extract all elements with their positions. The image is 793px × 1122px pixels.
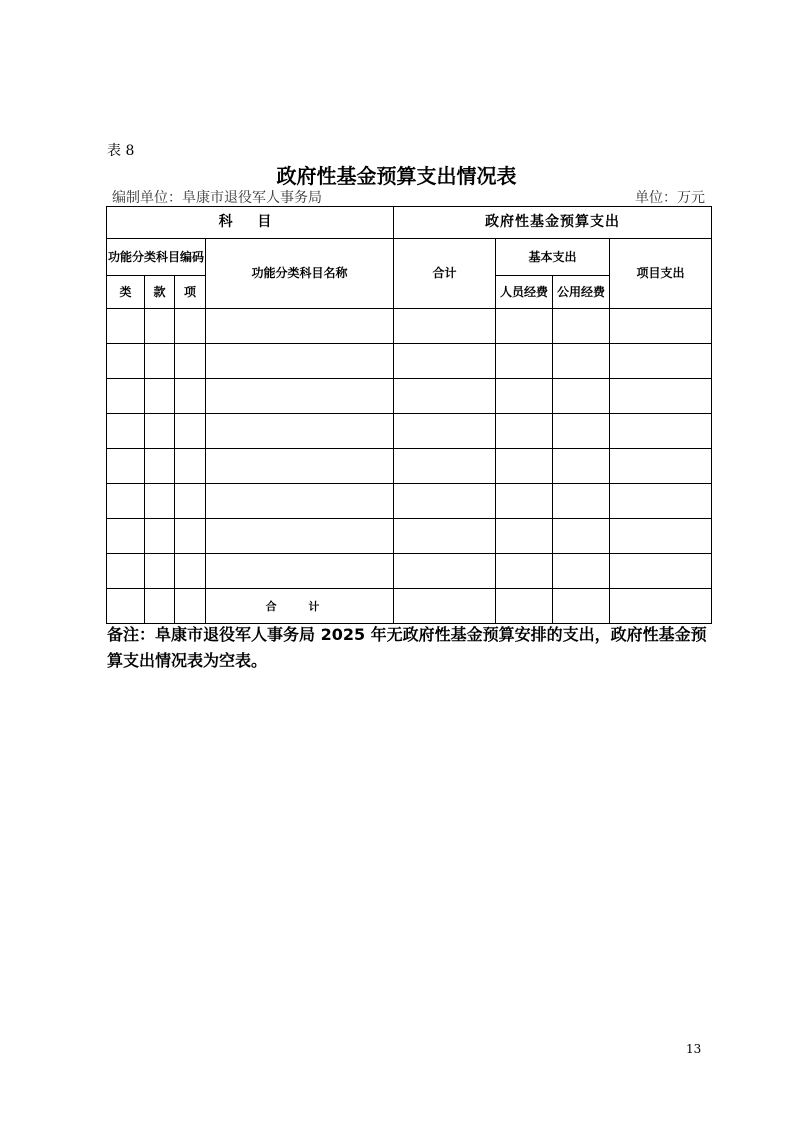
table-row	[107, 449, 712, 484]
header-fund-expenditure: 政府性基金预算支出	[394, 207, 712, 239]
table-row	[107, 414, 712, 449]
table-row	[107, 554, 712, 589]
table-row	[107, 519, 712, 554]
table-row	[107, 379, 712, 414]
header-lei: 类	[107, 276, 145, 309]
budget-table	[106, 206, 712, 624]
page-number: 13	[686, 1042, 702, 1056]
total-row-label: 合 计	[206, 589, 394, 624]
header-personnel: 人员经费	[496, 276, 553, 309]
header-function-name: 功能分类科目名称	[206, 239, 394, 309]
table-row	[107, 484, 712, 519]
table-label: 表 8	[107, 143, 135, 159]
page-title: 政府性基金预算支出情况表	[276, 164, 517, 188]
header-subject: 科 目	[107, 207, 394, 239]
table-row	[107, 309, 712, 344]
header-total: 合计	[394, 239, 496, 309]
header-function-code: 功能分类科目编码	[107, 239, 206, 276]
header-xiang: 项	[175, 276, 206, 309]
note: 备注：阜康市退役军人事务局 2025 年无政府性基金预算安排的支出，政府性基金预算支出情况表为空表。	[107, 625, 707, 670]
header-basic-expenditure: 基本支出	[496, 239, 610, 276]
header-public: 公用经费	[553, 276, 610, 309]
header-kuan: 款	[145, 276, 175, 309]
unit-label: 单位：万元	[635, 190, 705, 206]
table-row	[107, 344, 712, 379]
total-row	[107, 589, 712, 624]
compiler-label: 编制单位：阜康市退役军人事务局	[112, 190, 322, 206]
header-project-expenditure: 项目支出	[610, 239, 712, 309]
